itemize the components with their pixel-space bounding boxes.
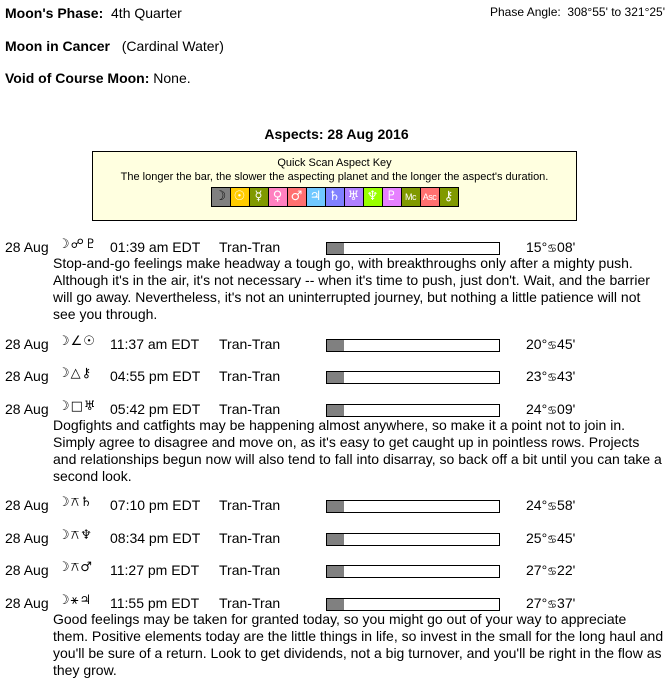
aspect-key-subtitle: The longer the bar, the slower the aspecting planet and the longer the aspect's duration. — [120, 171, 549, 183]
moon-sign-label: Moon in Cancer — [5, 38, 111, 54]
cancer-sign-icon: ♋ — [547, 565, 558, 578]
mc-icon: Mc — [402, 188, 421, 206]
position-minute: 22' — [557, 562, 576, 578]
asc-icon: Asc — [421, 188, 440, 206]
chiron-icon: ⚷ — [440, 188, 458, 206]
moon-phase — [5, 5, 182, 21]
duration-bar-fill — [327, 599, 344, 610]
duration-bar-fill — [327, 501, 344, 512]
phase-angle — [490, 5, 665, 19]
duration-bar — [326, 371, 500, 384]
duration-bar-fill — [327, 243, 344, 254]
aspect-glyphs-icon: ☽⚻♂ — [58, 560, 93, 575]
void-value: None. — [153, 70, 191, 86]
aspect-key-strip — [211, 187, 459, 207]
cancer-sign-icon: ♋ — [547, 500, 558, 513]
aspect-key-box — [92, 151, 577, 221]
moon-sign-detail: (Cardinal Water) — [121, 38, 224, 54]
aspect-date: 28 Aug — [5, 401, 49, 417]
jupiter-icon: ♃ — [307, 188, 326, 206]
aspect-position — [526, 336, 575, 352]
moon-sign — [5, 38, 224, 54]
position-minute: 08' — [557, 239, 576, 255]
aspect-row — [0, 559, 669, 579]
duration-bar — [326, 404, 500, 417]
aspect-time: 01:39 am EDT — [110, 239, 201, 255]
aspect-glyphs-icon: ☽□♅ — [58, 399, 97, 414]
aspect-time: 08:34 pm EDT — [110, 530, 201, 546]
aspect-time: 11:37 am EDT — [110, 336, 200, 352]
position-minute: 37' — [557, 595, 576, 611]
aspect-date: 28 Aug — [5, 497, 49, 513]
position-degree: 25° — [526, 530, 548, 546]
void-of-course — [5, 70, 191, 86]
saturn-icon: ♄ — [326, 188, 345, 206]
aspects-title: Aspects: 28 Aug 2016 — [264, 126, 409, 142]
aspect-kind: Tran-Tran — [219, 401, 281, 417]
duration-bar-fill — [327, 566, 344, 577]
aspect-position — [526, 239, 575, 255]
aspect-time: 11:55 pm EDT — [110, 595, 200, 611]
aspect-glyphs-icon: ☽⚻♄ — [58, 495, 93, 510]
pluto-icon: ♇ — [383, 188, 402, 206]
moon-icon: ☽ — [212, 188, 231, 206]
duration-bar — [326, 500, 500, 513]
moon-phase-value: 4th Quarter — [111, 5, 182, 21]
aspect-description: Stop-and-go feelings make headway a tough go, with breakthroughs only after a mighty push. Although it's in the air, it's not necessary -- when it's time to push, just don't. Wait, and the barrier will go away. Nevertheless, it's not an uninterrupted journey, but nothing a little patience will not see you through. — [53, 255, 650, 322]
aspect-time: 04:55 pm EDT — [110, 368, 201, 384]
position-minute: 45' — [557, 530, 576, 546]
mercury-icon: ☿ — [250, 188, 269, 206]
position-degree: 15° — [526, 239, 548, 255]
aspect-date: 28 Aug — [5, 530, 49, 546]
aspect-description: Dogfights and catfights may be happening almost anywhere, so make it a point not to join in. Simply agree to disagree and move on, as it's easy to get caught up in pointless rows. Projects and relationships begun now will also tend to fall into disarray, so back off a bit until you can take a second look. — [53, 417, 662, 484]
duration-bar — [326, 339, 500, 352]
cancer-sign-icon: ♋ — [547, 598, 558, 611]
position-degree: 27° — [526, 562, 548, 578]
aspect-time: 07:10 pm EDT — [110, 497, 201, 513]
aspect-row — [0, 494, 669, 514]
aspect-description: Good feelings may be taken for granted today, so you might go out of your way to appreciate them. Positive elements today are the little things in life, so invest in the small for the long haul and you'll be sure of a return. Look to get dividends, not a big turnover, and you'll be right in the flow as they grow. — [53, 611, 664, 678]
cancer-sign-icon: ♋ — [547, 404, 558, 417]
aspect-glyphs-icon: ☽△⚷ — [58, 366, 93, 381]
phase-angle-value: 308°55' to 321°25' — [567, 5, 665, 19]
aspect-date: 28 Aug — [5, 368, 49, 384]
aspect-position — [526, 497, 575, 513]
aspect-position — [526, 595, 575, 611]
cancer-sign-icon: ♋ — [547, 339, 558, 352]
aspect-row — [0, 365, 669, 385]
duration-bar-fill — [327, 340, 344, 351]
aspect-date: 28 Aug — [5, 336, 49, 352]
phase-angle-label: Phase Angle: — [490, 5, 561, 19]
aspect-position — [526, 401, 575, 417]
aspect-position — [526, 530, 575, 546]
aspect-date: 28 Aug — [5, 239, 49, 255]
sun-icon: ☉ — [231, 188, 250, 206]
aspect-row — [0, 398, 669, 418]
aspect-kind: Tran-Tran — [219, 368, 281, 384]
void-label: Void of Course Moon: — [5, 70, 150, 86]
aspect-position — [526, 368, 575, 384]
duration-bar-fill — [327, 372, 344, 383]
duration-bar-fill — [327, 534, 344, 545]
position-degree: 24° — [526, 401, 548, 417]
aspect-kind: Tran-Tran — [219, 595, 281, 611]
uranus-icon: ♅ — [345, 188, 364, 206]
venus-icon: ♀ — [269, 188, 288, 206]
duration-bar — [326, 565, 500, 578]
position-minute: 43' — [557, 368, 576, 384]
position-minute: 45' — [557, 336, 576, 352]
aspect-kind: Tran-Tran — [219, 336, 281, 352]
position-degree: 27° — [526, 595, 548, 611]
aspect-row — [0, 333, 669, 353]
neptune-icon: ♆ — [364, 188, 383, 206]
aspect-glyphs-icon: ☽☍♇ — [58, 237, 98, 252]
position-degree: 20° — [526, 336, 548, 352]
aspect-position — [526, 562, 575, 578]
mars-icon: ♂ — [288, 188, 307, 206]
aspect-kind: Tran-Tran — [219, 530, 281, 546]
aspect-row — [0, 592, 669, 612]
duration-bar — [326, 242, 500, 255]
position-degree: 23° — [526, 368, 548, 384]
aspect-kind: Tran-Tran — [219, 239, 281, 255]
aspect-kind: Tran-Tran — [219, 497, 281, 513]
aspect-row — [0, 527, 669, 547]
cancer-sign-icon: ♋ — [547, 242, 558, 255]
position-minute: 58' — [557, 497, 576, 513]
aspect-time: 05:42 pm EDT — [110, 401, 201, 417]
aspect-kind: Tran-Tran — [219, 562, 281, 578]
aspect-glyphs-icon: ☽⚻♆ — [58, 528, 93, 543]
position-degree: 24° — [526, 497, 548, 513]
aspect-key-title: Quick Scan Aspect Key — [277, 157, 392, 169]
position-minute: 09' — [557, 401, 576, 417]
aspect-date: 28 Aug — [5, 595, 49, 611]
aspect-glyphs-icon: ☽⚹♃ — [58, 593, 93, 608]
duration-bar-fill — [327, 405, 344, 416]
moon-phase-label: Moon's Phase: — [5, 5, 104, 21]
cancer-sign-icon: ♋ — [547, 371, 558, 384]
aspect-date: 28 Aug — [5, 562, 49, 578]
cancer-sign-icon: ♋ — [547, 533, 558, 546]
aspect-row — [0, 236, 669, 256]
duration-bar — [326, 598, 500, 611]
duration-bar — [326, 533, 500, 546]
aspect-glyphs-icon: ☽∠☉ — [58, 334, 96, 349]
aspect-time: 11:27 pm EDT — [110, 562, 200, 578]
